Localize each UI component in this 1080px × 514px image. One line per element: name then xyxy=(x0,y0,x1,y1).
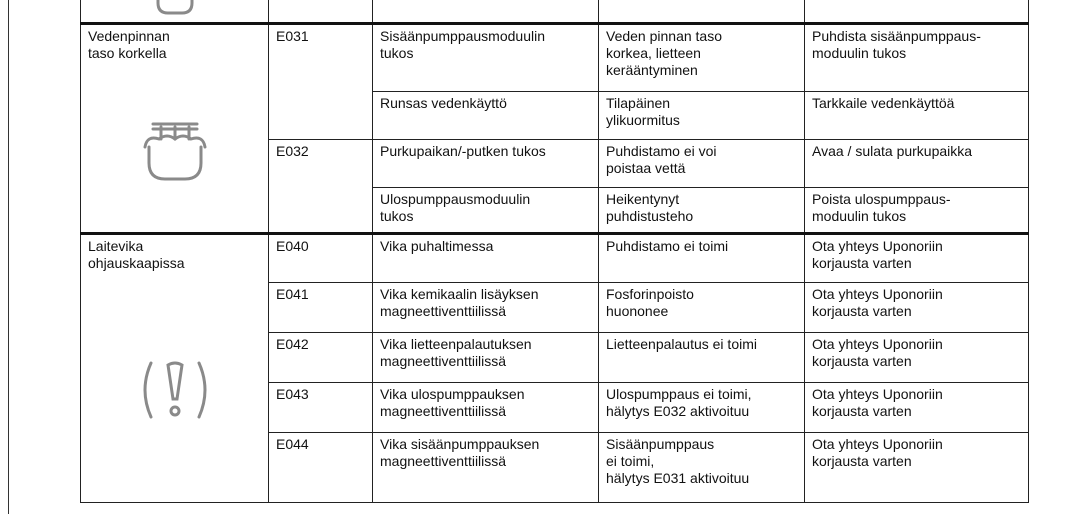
effect-cell: Sisäänpumppaus ei toimi, hälytys E031 aktivoituu xyxy=(599,433,805,503)
cause-cell xyxy=(373,0,599,24)
tank-icon xyxy=(151,0,199,17)
condition-cell xyxy=(81,0,269,24)
condition-label: Laitevika ohjauskaapissa xyxy=(88,238,185,271)
effect-cell xyxy=(599,0,805,24)
action-cell: Ota yhteys Uponoriin korjausta varten xyxy=(805,333,1029,383)
cause-cell: Ulospumppausmoduulin tukos xyxy=(373,188,599,234)
table-row xyxy=(81,0,1029,24)
code-cell xyxy=(269,0,373,24)
cause-cell: Vika ulospumppauksen magneettiventtiilissä xyxy=(373,383,599,433)
action-cell: Ota yhteys Uponoriin korjausta varten xyxy=(805,234,1029,283)
effect-cell: Tilapäinen ylikuormitus xyxy=(599,92,805,140)
code-cell: E042 xyxy=(269,333,373,383)
code-cell: E031 xyxy=(269,24,373,140)
action-cell: Tarkkaile vedenkäyttöä xyxy=(805,92,1029,140)
cause-cell: Runsas vedenkäyttö xyxy=(373,92,599,140)
action-cell xyxy=(805,0,1029,24)
table-row xyxy=(81,24,1029,92)
cause-cell: Sisäänpumppausmoduulin tukos xyxy=(373,24,599,92)
action-cell: Puhdista sisäänpumppaus- moduulin tukos xyxy=(805,24,1029,92)
warning-exclamation-icon xyxy=(137,359,213,421)
action-cell: Ota yhteys Uponoriin korjausta varten xyxy=(805,283,1029,333)
effect-cell: Puhdistamo ei voi poistaa vettä xyxy=(599,140,805,188)
cause-cell: Purkupaikan/-putken tukos xyxy=(373,140,599,188)
cause-cell: Vika lietteenpalautuksen magneettiventtiilissä xyxy=(373,333,599,383)
action-cell: Poista ulospumppaus- moduulin tukos xyxy=(805,188,1029,234)
high-water-tank-icon xyxy=(139,121,211,183)
code-cell: E041 xyxy=(269,283,373,333)
effect-cell: Fosforinpoisto huononee xyxy=(599,283,805,333)
code-cell: E032 xyxy=(269,140,373,234)
code-cell: E044 xyxy=(269,433,373,503)
code-cell: E043 xyxy=(269,383,373,433)
page-left-border xyxy=(8,0,9,514)
effect-cell: Veden pinnan taso korkea, lietteen kerääntyminen xyxy=(599,24,805,92)
condition-label: Vedenpinnan taso korkella xyxy=(88,28,170,61)
condition-cell xyxy=(81,234,269,503)
alarm-table xyxy=(80,0,1029,503)
table-row xyxy=(81,234,1029,283)
cause-cell: Vika kemikaalin lisäyksen magneettiventtiilissä xyxy=(373,283,599,333)
action-cell: Avaa / sulata purkupaikka xyxy=(805,140,1029,188)
cause-cell: Vika sisäänpumppauksen magneettiventtiilissä xyxy=(373,433,599,503)
action-cell: Ota yhteys Uponoriin korjausta varten xyxy=(805,433,1029,503)
code-cell: E040 xyxy=(269,234,373,283)
effect-cell: Puhdistamo ei toimi xyxy=(599,234,805,283)
effect-cell: Heikentynyt puhdistusteho xyxy=(599,188,805,234)
condition-cell xyxy=(81,24,269,234)
effect-cell: Ulospumppaus ei toimi, hälytys E032 aktivoituu xyxy=(599,383,805,433)
effect-cell: Lietteenpalautus ei toimi xyxy=(599,333,805,383)
cause-cell: Vika puhaltimessa xyxy=(373,234,599,283)
action-cell: Ota yhteys Uponoriin korjausta varten xyxy=(805,383,1029,433)
